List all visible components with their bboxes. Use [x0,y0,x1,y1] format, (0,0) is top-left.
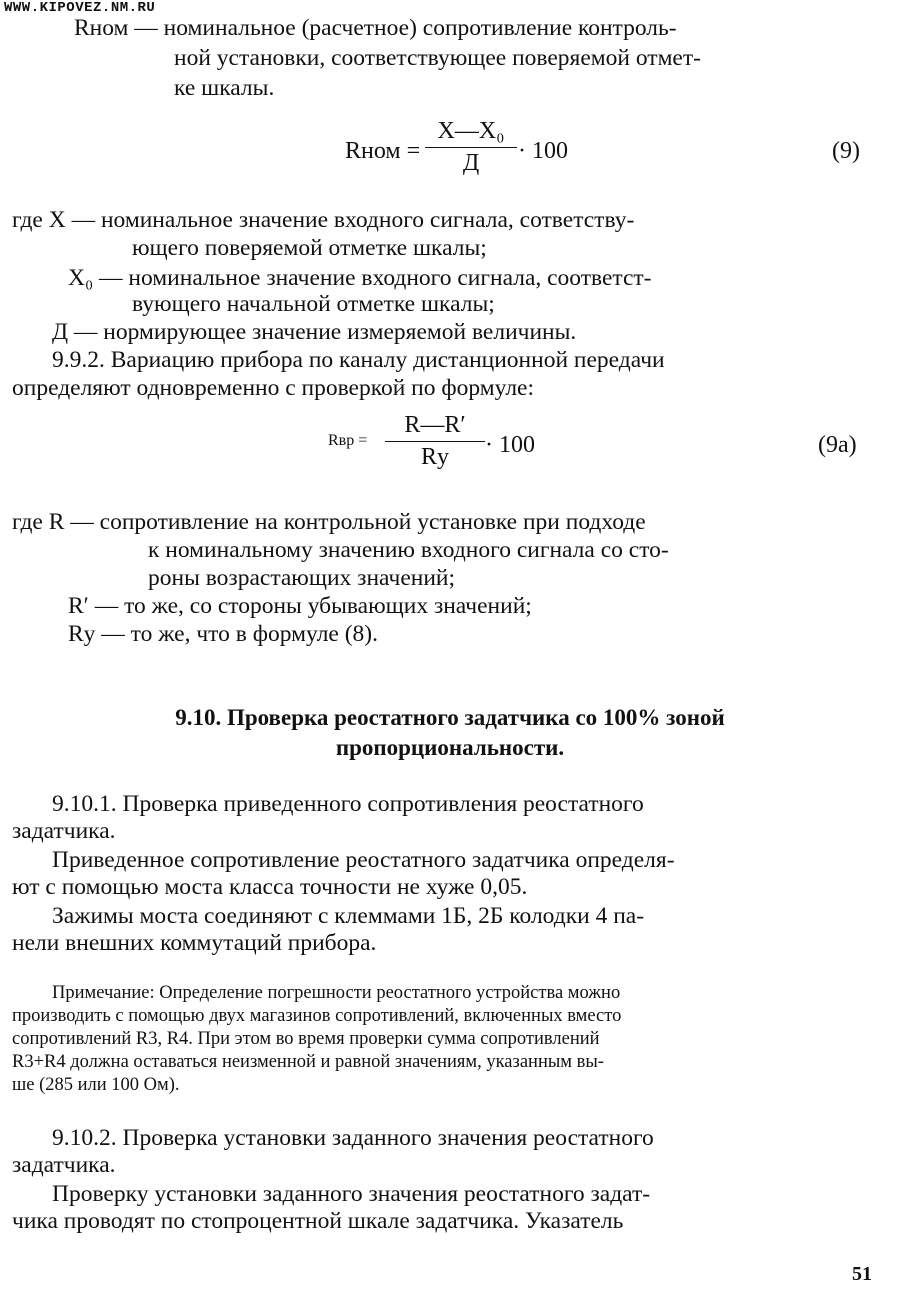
paragraph-line: ют с помощью моста класса точности не хуже 0,05. [12,874,528,900]
definition-line: R′ — то же, со стороны убывающих значений; [68,593,532,619]
paragraph-line: нели внешних коммутаций прибора. [12,930,377,956]
paragraph-line: Приведенное сопротивление реостатного задатчика определя- [52,847,675,873]
note-line: сопротивлений R3, R4. При этом во время проверки сумма сопротивлений [12,1029,600,1049]
definition-line: X₀ — номинальное значение входного сигнала, соответст- [68,265,652,291]
definition-line: ной установки, соответствующее поверяемой отмет- [174,45,701,71]
paragraph-line: Проверку установки заданного значения реостатного задат- [52,1181,651,1207]
formula-fraction [425,118,517,177]
definition-line: ющего поверяемой отметке шкалы; [132,235,487,261]
equation-number: (9) [832,138,860,164]
definition-line: Rном — номинальное (расчетное) сопротивление контроль- [74,15,677,41]
paragraph-line: Зажимы моста соединяют с клеммами 1Б, 2Б колодки 4 па- [52,903,645,929]
formula-lhs: Rном = [345,138,421,164]
paragraph-line: определяют одновременно с проверкой по формуле: [12,375,535,401]
definition-line: ке шкалы. [174,75,275,101]
paragraph-line: задатчика. [12,818,116,844]
watermark: WWW.KIPOVEZ.NM.RU [4,0,156,16]
note-line: производить с помощью двух магазинов сопротивлений, включенных вместо [12,1006,622,1026]
formula-rhs: · 100 [485,432,535,458]
paragraph-line: задатчика. [12,1152,116,1178]
formula-numerator: R—R′ [385,412,485,442]
definition-line: где R — сопротивление на контрольной установке при подходе [12,509,646,535]
definition-line: Rу — то же, что в формуле (8). [68,621,379,647]
formula-denominator: Д [462,150,480,176]
definition-line: роны возрастающих значений; [148,565,456,591]
definition-line: Д — нормирующее значение измеряемой величины. [52,319,577,345]
paragraph-line: 9.10.1. Проверка приведенного сопротивления реостатного [52,791,644,817]
definition-line: к номинальному значению входного сигнала со сто- [148,537,669,563]
note-line: ше (285 или 100 Ом). [12,1075,180,1095]
formula-numerator: X—X₀ [425,118,517,148]
equation-number: (9а) [818,432,857,458]
formula-rhs: · 100 [518,138,568,164]
formula-fraction [385,412,485,471]
paragraph-line: чика проводят по стопроцентной шкале задатчика. Указатель [12,1208,624,1234]
paragraph-line: 9.10.2. Проверка установки заданного значения реостатного [52,1125,654,1151]
page-number: 51 [852,1263,872,1285]
paragraph-line: 9.9.2. Вариацию прибора по каналу дистанционной передачи [52,347,665,373]
formula-denominator: Rу [420,444,449,470]
definition-line: где X — номинальное значение входного сигнала, сответству- [12,207,635,233]
section-heading: пропорциональности. [335,735,565,760]
note-line: R3+R4 должна оставаться неизменной и равной значениям, указанным вы- [12,1052,604,1072]
section-heading: 9.10. Проверка реостатного задатчика со 100% зоной [175,705,725,730]
note-line: Примечание: Определение погрешности реостатного устройства можно [52,983,621,1003]
definition-line: вующего начальной отметке шкалы; [132,291,495,317]
formula-lhs: Rвр = [328,432,368,449]
